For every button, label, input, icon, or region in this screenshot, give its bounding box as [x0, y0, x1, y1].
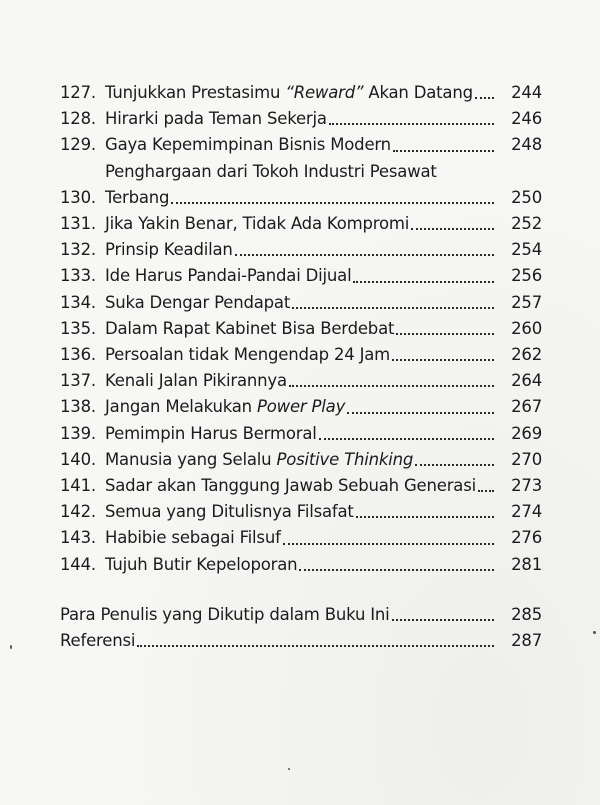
entry-title: [105, 185, 169, 211]
page-number: 250: [511, 187, 542, 207]
entry-title-part: Dalam Rapat Kabinet Bisa Berdebat: [105, 318, 395, 338]
toc-entry[interactable]: [60, 552, 542, 578]
toc-entry[interactable]: [60, 290, 542, 316]
entry-body: [105, 342, 498, 368]
entry-title-part: Akan Datang: [363, 83, 473, 102]
entry-title-part: Persoalan tidak Mengendap 24 Jam: [105, 345, 391, 365]
entry-body: [105, 421, 498, 447]
entry-body: [105, 552, 498, 578]
entry-title-part: Pemimpin Harus Bermoral: [105, 423, 317, 443]
entry-number: 129.: [60, 135, 96, 155]
entry-body: [105, 316, 498, 342]
page-number: 257: [511, 292, 542, 312]
toc-entry[interactable]: [60, 237, 542, 263]
entry-title-line1: Penghargaan dari Tokoh Industri Pesawat: [105, 161, 437, 181]
entry-body: [105, 237, 498, 263]
toc-entry[interactable]: [60, 132, 542, 158]
dot-leader: [235, 254, 494, 256]
page-number: 248: [511, 135, 542, 155]
toc-entry[interactable]: [60, 525, 542, 551]
entry-body: [105, 106, 498, 132]
scan-speck: [593, 631, 596, 634]
entry-number: 134.: [60, 292, 96, 312]
entry-number: 135.: [60, 318, 96, 338]
entry-number: 142.: [60, 502, 96, 522]
entry-number: 130.: [60, 187, 96, 207]
dot-leader: [478, 490, 494, 492]
entry-body: [105, 499, 498, 525]
entry-title-part: Manusia yang Selalu: [105, 449, 277, 469]
entry-title-part: Terbang: [105, 187, 170, 207]
page-number: 252: [511, 214, 542, 234]
toc-entry-backmatter[interactable]: [60, 628, 542, 654]
section-gap: [60, 578, 542, 602]
entry-title: [105, 263, 351, 289]
entry-title-part: Prinsip Keadilan: [105, 240, 233, 260]
scan-speck: [288, 768, 290, 770]
page-number: 244: [511, 83, 542, 102]
entry-title-part: Kenali Jalan Pikirannya: [105, 371, 287, 391]
toc-entry[interactable]: [60, 106, 542, 132]
entry-title-part: Power Play: [257, 397, 346, 417]
entry-number: 139.: [60, 423, 96, 443]
entry-number: 128.: [60, 109, 96, 129]
entry-title: [105, 316, 394, 342]
toc-entry[interactable]: [60, 316, 542, 342]
entry-number: 136.: [60, 345, 96, 365]
entry-title-part: Jika Yakin Benar, Tidak Ada Kompromi: [105, 214, 410, 234]
entry-body: [60, 602, 498, 628]
page-number: 270: [511, 449, 542, 469]
entry-body: [105, 211, 498, 237]
toc-entry[interactable]: [60, 342, 542, 368]
page-number: 264: [511, 371, 542, 391]
entry-number: 143.: [60, 528, 96, 548]
entry-title-part: Gaya Kepemimpinan Bisnis Modern: [105, 135, 391, 155]
entry-title-part: Habibie sebagai Filsuf: [105, 528, 281, 548]
entry-body: [105, 263, 498, 289]
entry-title-part: Tujuh Butir Kepeloporan: [105, 554, 298, 574]
dot-leader: [137, 645, 494, 647]
entry-number: 138.: [60, 397, 96, 417]
dot-leader: [299, 569, 494, 571]
toc-entry[interactable]: [60, 211, 542, 237]
entry-body: [105, 394, 498, 420]
entry-number: 132.: [60, 240, 96, 260]
entry-title: [105, 237, 233, 263]
page-number: 281: [511, 554, 542, 574]
entry-title: [105, 290, 290, 316]
entry-body: [105, 473, 498, 499]
dot-leader: [347, 412, 494, 414]
page-number: 254: [511, 240, 542, 260]
dot-leader: [319, 438, 494, 440]
dot-leader: [283, 543, 494, 545]
dot-leader: [292, 307, 494, 309]
entry-title-part: Semua yang Ditulisnya Filsafat: [105, 502, 354, 522]
entry-title-part: Jangan Melakukan: [105, 397, 257, 417]
entry-number: 127.: [60, 83, 96, 102]
entry-body: [105, 290, 498, 316]
entry-title-part: “Reward”: [285, 83, 364, 102]
toc-entry[interactable]: [60, 263, 542, 289]
dot-leader: [171, 202, 494, 204]
entry-number: 133.: [60, 266, 96, 286]
entry-number: 140.: [60, 449, 96, 469]
entry-title-part: Sadar akan Tanggung Jawab Sebuah Generasi: [105, 476, 476, 496]
page-number: 262: [511, 345, 542, 365]
page-number: 285: [511, 604, 542, 624]
entry-number: 144.: [60, 554, 96, 574]
entry-body: [105, 132, 498, 158]
entry-body: [105, 159, 498, 211]
entry-title: Referensi: [60, 631, 136, 651]
dot-leader: [392, 359, 494, 361]
dot-leader: [393, 150, 494, 152]
entry-title: [105, 499, 354, 525]
dot-leader: [411, 228, 494, 230]
entry-title: [105, 473, 476, 499]
page-number: 269: [511, 423, 542, 443]
entry-title-line2: [105, 185, 498, 211]
entry-title-part: Suka Dengar Pendapat: [105, 292, 291, 312]
entry-title-part: Positive Thinking: [276, 449, 414, 469]
dot-leader: [289, 385, 494, 387]
entry-body: [60, 628, 498, 654]
entry-title: [105, 552, 297, 578]
entry-body: [105, 447, 498, 473]
toc-entry[interactable]: [60, 447, 542, 473]
page-number: 276: [511, 528, 542, 548]
toc-entry[interactable]: [60, 159, 542, 211]
entry-title: [105, 368, 287, 394]
entry-number: 137.: [60, 371, 96, 391]
entry-title: [105, 80, 473, 106]
page-number: 260: [511, 318, 542, 338]
page-number: 273: [511, 476, 542, 496]
table-of-contents: [60, 80, 542, 654]
dot-leader: [356, 516, 494, 518]
page-number: 287: [511, 631, 542, 651]
entry-body: [105, 368, 498, 394]
entry-title: [105, 447, 413, 473]
entry-title: [105, 421, 317, 447]
dot-leader: [392, 619, 494, 621]
toc-entry-backmatter[interactable]: [60, 602, 542, 628]
toc-entry[interactable]: [60, 368, 542, 394]
entry-title: [105, 525, 281, 551]
entry-title: [105, 132, 391, 158]
dot-leader: [475, 97, 494, 99]
entry-number: 141.: [60, 476, 96, 496]
page-number: 267: [511, 397, 542, 417]
entry-title: [105, 211, 409, 237]
entry-title-part: Hirarki pada Teman Sekerja: [105, 109, 327, 129]
dot-leader: [415, 464, 494, 466]
entry-body: [105, 80, 498, 106]
dot-leader: [396, 333, 494, 335]
entry-title: [105, 106, 327, 132]
toc-entry[interactable]: [60, 473, 542, 499]
page-number: 256: [511, 266, 542, 286]
entry-title: [105, 394, 345, 420]
entry-body: [105, 525, 498, 551]
entry-title: [105, 342, 390, 368]
page-number: 274: [511, 502, 542, 522]
toc-entry[interactable]: [60, 421, 542, 447]
entry-number: 131.: [60, 214, 96, 234]
dot-leader: [329, 123, 494, 125]
page-number: 246: [511, 109, 542, 129]
entry-title: Para Penulis yang Dikutip dalam Buku Ini: [60, 604, 390, 624]
toc-entry[interactable]: [60, 394, 542, 420]
toc-entry[interactable]: [60, 80, 542, 106]
entry-title-part: Tunjukkan Prestasimu: [105, 83, 286, 102]
entry-title-part: Ide Harus Pandai-Pandai Dijual: [105, 266, 352, 286]
dot-leader: [353, 281, 494, 283]
toc-entry[interactable]: [60, 499, 542, 525]
scan-speck: [10, 645, 12, 649]
